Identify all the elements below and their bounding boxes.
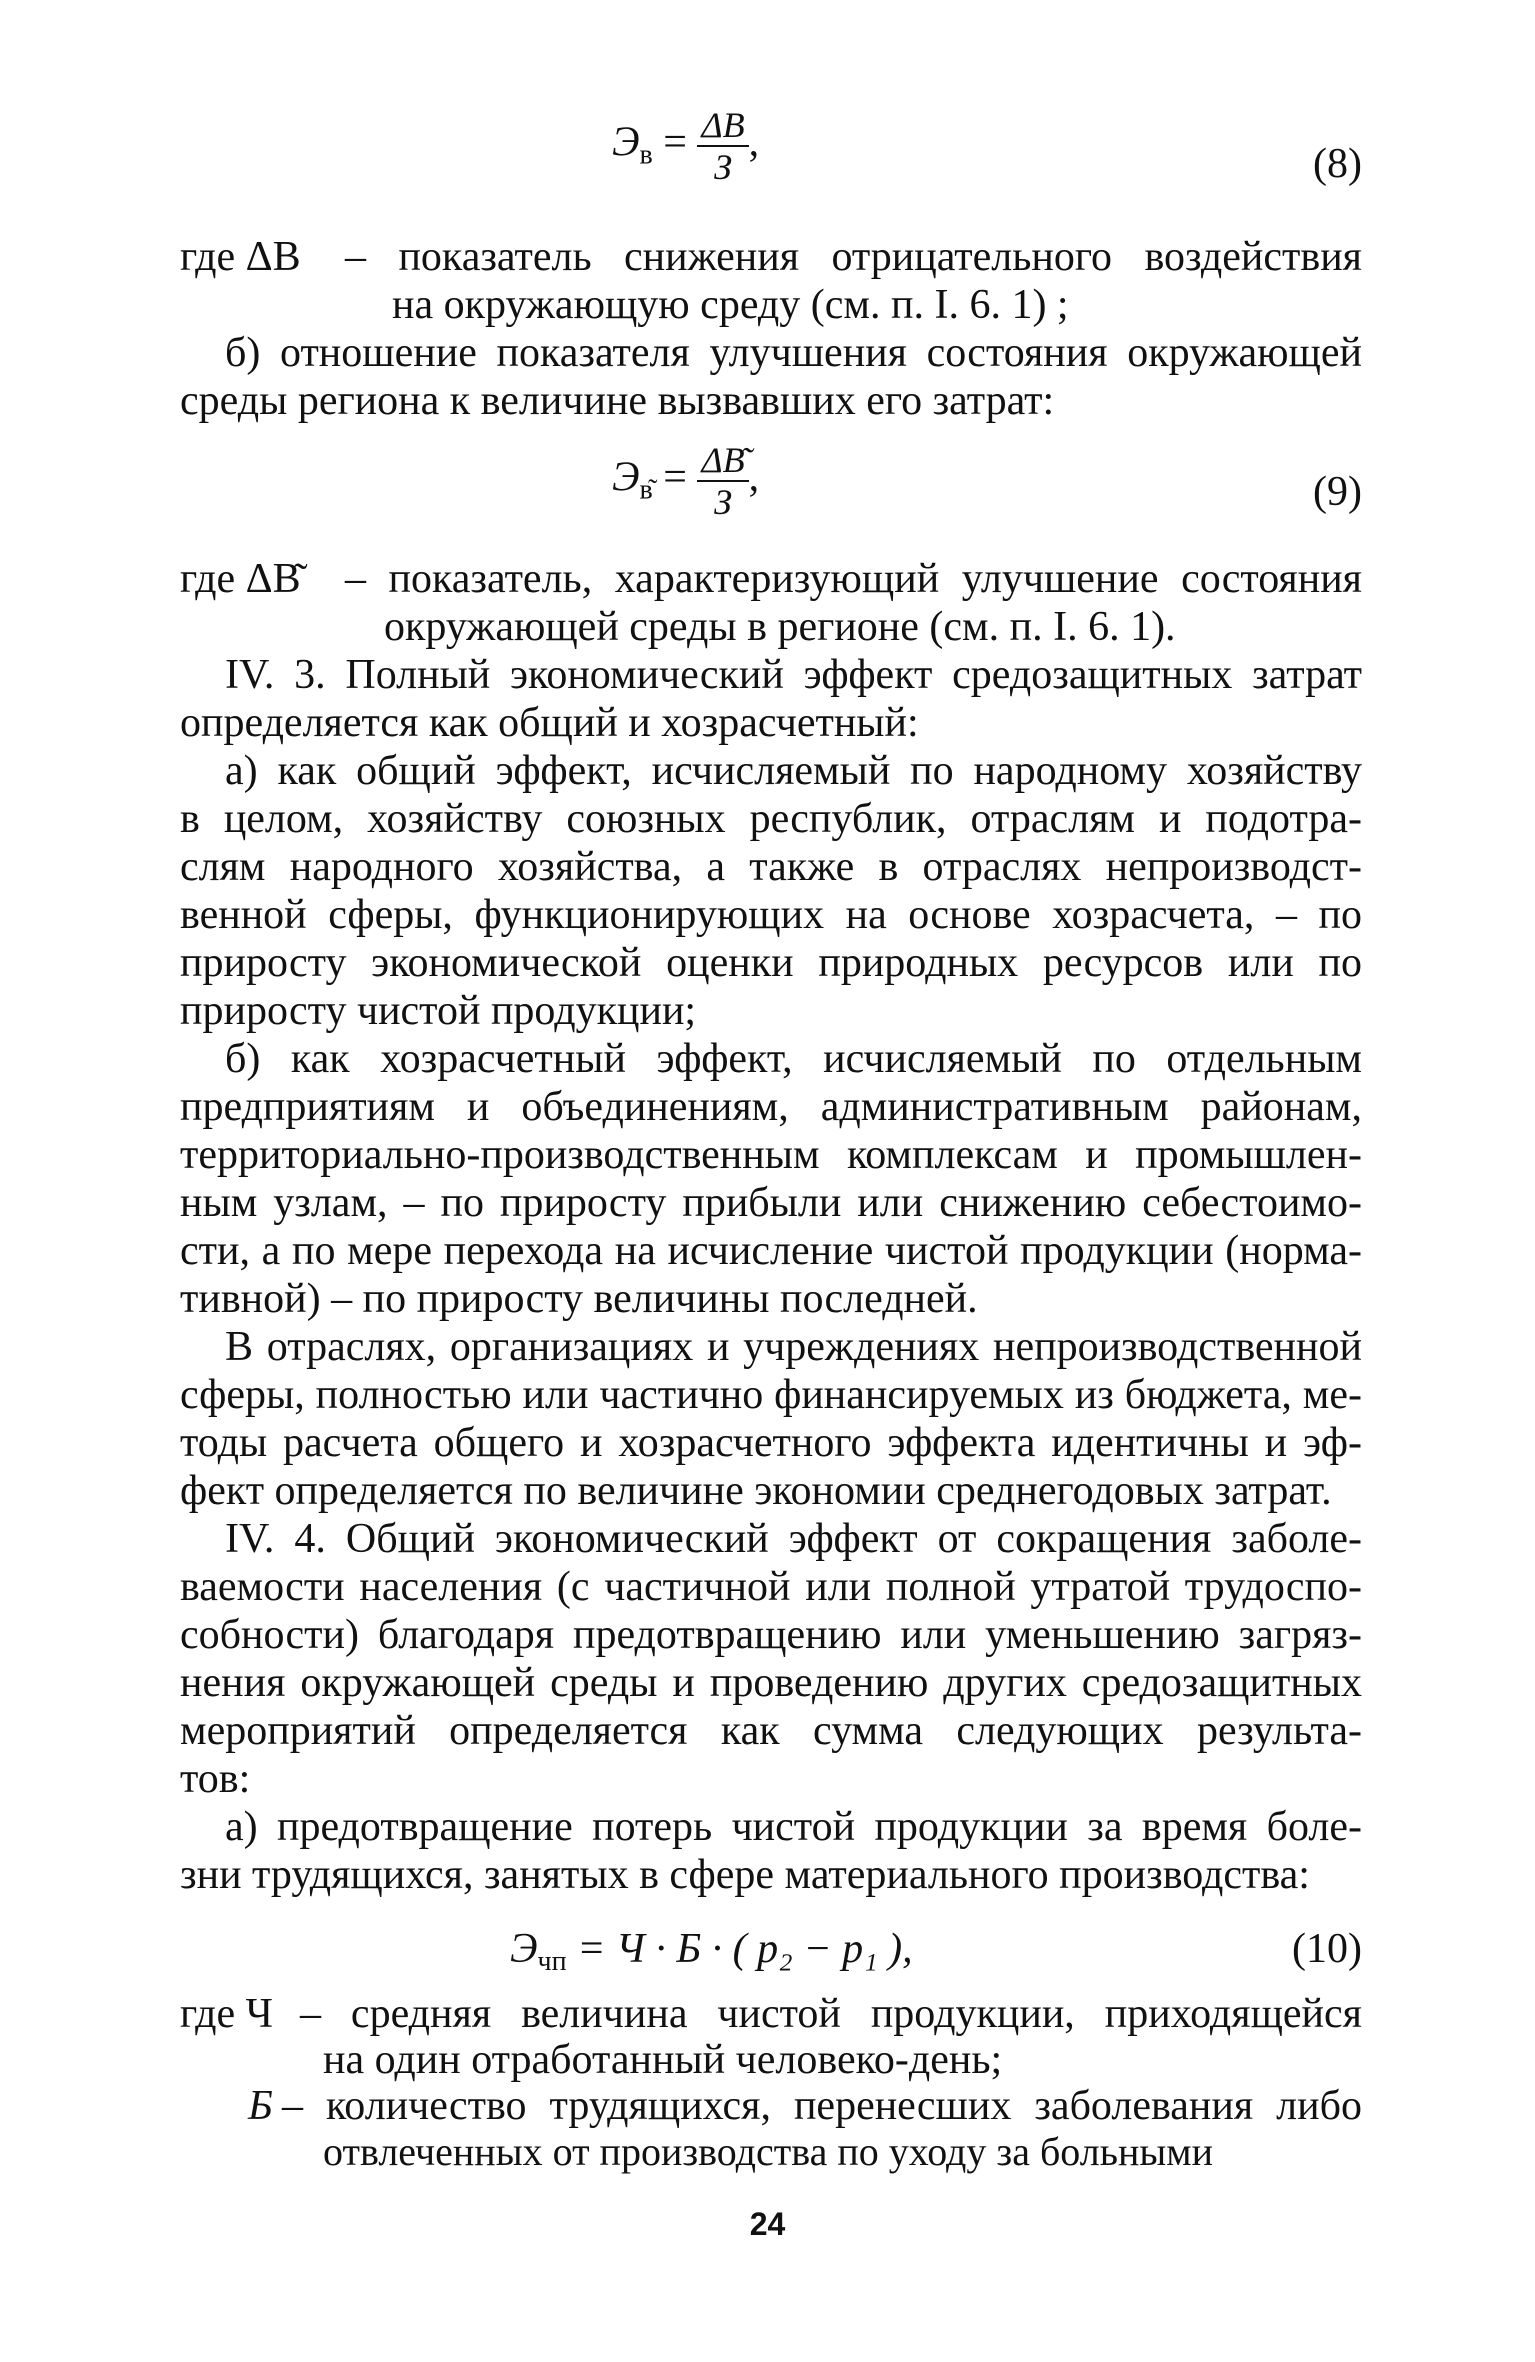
para-iv4-line1: IV. 4. Общий экономический эффект от сокращения заболе- [225, 1516, 1362, 1562]
para-a2-line2: зни трудящихся, занятых в сфере материального производства: [180, 1852, 1310, 1898]
where3-term: где Ч [180, 1991, 273, 2037]
para-c-line3: тоды расчета общего и хозрасчетного эффекта идентичны и эф- [180, 1420, 1362, 1466]
where3-line2: на один отработанный человеко-день; [323, 2037, 1003, 2083]
para-c-line4: фект определяется по величине экономии среднегодовых затрат. [180, 1468, 1332, 1514]
formula-10 [510, 1925, 913, 1986]
para-c-line2: сферы, полностью или частично финансируемых из бюджета, ме- [180, 1372, 1362, 1418]
para-iv3-line2: определяется как общий и хозрасчетный: [180, 700, 919, 746]
where4-line1: – количество трудящихся, перенесших заболевания либо [282, 2083, 1362, 2129]
para-b2-line4: ным узлам, – по приросту прибыли или снижению себестоимо- [180, 1180, 1362, 1226]
para-a1-line6: приросту чистой продукции; [180, 988, 697, 1034]
formula-9-numerator: ΔВ͂ [697, 440, 748, 482]
para-a1-line3: слям народного хозяйства, а также в отраслях непроизводст- [180, 844, 1362, 890]
para-iv4-line4: нения окружающей среды и проведению других средозащитных [180, 1660, 1362, 1706]
where1-term: где ΔВ [180, 234, 301, 280]
para-a1-line5: приросту экономической оценки природных ресурсов или по [180, 940, 1362, 986]
where1-line2: на окружающую среду (см. п. I. 6. 1) ; [392, 282, 1069, 328]
formula-9-denominator: З [714, 482, 732, 522]
formula-8-lhs: Э [612, 119, 640, 166]
formula-10-number: (10) [1292, 1926, 1362, 1972]
para-b2-line2: предприятиям и объединениям, административным районам, [180, 1084, 1362, 1130]
para-b2-line1: б) как хозрасчетный эффект, исчисляемый по отдельным [225, 1036, 1362, 1082]
para-a2-line1: а) предотвращение потерь чистой продукции за время боле- [225, 1804, 1362, 1850]
formula-8-tail: , [748, 119, 760, 166]
para-iv4-line6: тов: [180, 1756, 251, 1802]
where3-line1: – средняя величина чистой продукции, приходящейся [300, 1991, 1362, 2037]
formula-8: $Э_в$ = $\frac{\Delta В}{З}$ , [612, 105, 760, 187]
where4-line2: отвлеченных от производства по уходу за больными [323, 2129, 1213, 2174]
para-iv4-line2: ваемости населения (с частичной или полной утратой трудоспо- [180, 1564, 1362, 1610]
formula-9-number: (9) [1313, 469, 1362, 515]
formula-9-lhs: Э [612, 454, 640, 501]
formula-8-lhs-sub: в [639, 139, 653, 171]
formula-8-fraction [697, 105, 748, 187]
para-a1-line4: венной сферы, функционирующих на основе хозрасчета, – по [180, 892, 1362, 938]
where4-term: Б [248, 2083, 273, 2129]
para-iv4-line5: мероприятий определяется как сумма следующих результа- [180, 1708, 1362, 1754]
para-b2-line5: сти, а по мере перехода на исчисление чистой продукции (норма- [180, 1228, 1362, 1274]
para-a1-line2: в целом, хозяйству союзных республик, отраслям и подотра- [180, 796, 1362, 842]
formula-9-lhs-sub: в͂ [639, 474, 653, 506]
formula-8-numerator: ΔВ [697, 105, 748, 147]
formula-9-fraction [697, 440, 748, 522]
formula-9-tail: , [748, 454, 760, 501]
page-number: 24 [749, 2206, 786, 2242]
formula-10-lhs: Э [510, 1926, 538, 1972]
para-b2-line6: тивной) – по приросту величины последней. [180, 1276, 978, 1322]
where2-line2: окружающей среды в регионе (см. п. I. 6. 1). [384, 604, 1176, 650]
formula-8-number: (8) [1313, 141, 1362, 187]
para-iv3-line1: IV. 3. Полный экономический эффект средозащитных затрат [225, 652, 1362, 698]
para-a1-line1: а) как общий эффект, исчисляемый по народному хозяйству [225, 748, 1362, 794]
para-c-line1: В отраслях, организациях и учреждениях непроизводственной [225, 1324, 1362, 1370]
where2-term: где ΔВ͂ [180, 556, 301, 602]
formula-9: $Э_{в͂}$ = $\frac{\Delta В͂}{З}$ , [612, 440, 760, 522]
formula-10-lhs-sub: чп [537, 1946, 567, 1977]
para-iv4-line3: собности) благодаря предотвращению или уменьшению загряз- [180, 1612, 1362, 1658]
formula-8-denominator: З [714, 147, 732, 187]
where1-line1: – показатель снижения отрицательного воздействия [345, 234, 1362, 280]
where2-line1: – показатель, характеризующий улучшение состояния [345, 556, 1362, 602]
para-b1-line2: среды региона к величине вызвавших его затрат: [180, 378, 1055, 424]
para-b1-line1: б) отношение показателя улучшения состояния окружающей [225, 330, 1362, 376]
para-b2-line3: территориально-производственным комплексам и промышлен- [180, 1132, 1362, 1178]
formula-10-rhs: = Ч · Б · ( p₂ − p₁ ), [577, 1926, 913, 1972]
